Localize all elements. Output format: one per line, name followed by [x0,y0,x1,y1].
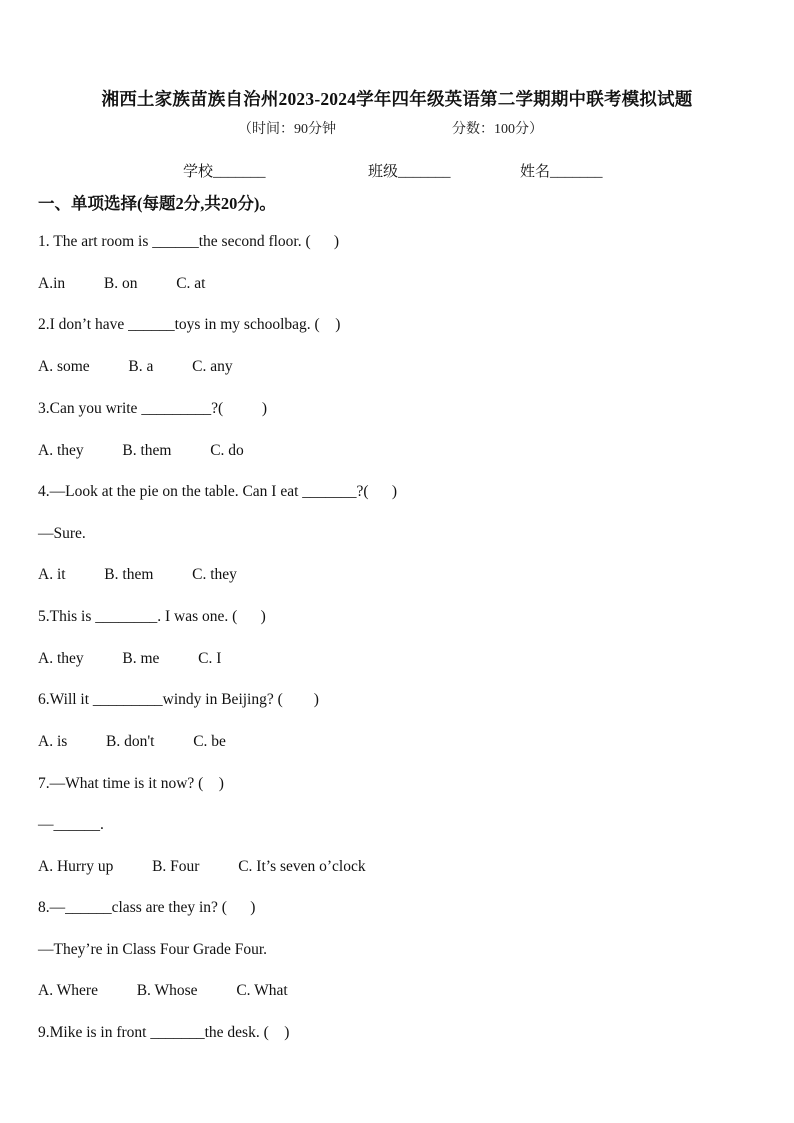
question-9: 9.Mike is in front _______the desk. ( ) [38,1024,290,1041]
answer-line-4: —Sure. [38,525,86,542]
options-3: A. they B. them C. do [38,442,244,459]
page-title: 湘西土家族苗族自治州2023-2024学年四年级英语第二学期期中联考模拟试题 [101,89,693,109]
school-field: 学校_______ [183,164,266,180]
question-7: 7.—What time is it now? ( ) [38,775,224,792]
exam-time: （时间：90分钟 [238,122,336,137]
question-5: 5.This is ________. I was one. ( ) [38,608,266,625]
options-6: A. is B. don't C. be [38,733,226,750]
question-6: 6.Will it _________windy in Beijing? ( ) [38,691,319,708]
exam-score: 分数：100分） [452,122,543,137]
options-7: A. Hurry up B. Four C. It’s seven o’clock [38,858,366,875]
question-4: 4.—Look at the pie on the table. Can I eat _______?( ) [38,483,397,500]
options-5: A. they B. me C. I [38,650,222,667]
class-field: 班级_______ [368,164,451,180]
section-heading: 一、单项选择(每题2分,共20分)。 [38,194,276,213]
name-field: 姓名_______ [520,164,603,180]
options-1: A.in B. on C. at [38,275,206,292]
question-2: 2.I don’t have ______toys in my schoolbag. ( ) [38,316,341,333]
options-2: A. some B. a C. any [38,358,233,375]
answer-line-7: —______. [38,816,104,833]
options-8: A. Where B. Whose C. What [38,982,288,999]
question-8: 8.—______class are they in? ( ) [38,899,256,916]
answer-line-8: —They’re in Class Four Grade Four. [38,941,268,958]
question-3: 3.Can you write _________?( ) [38,400,268,417]
options-4: A. it B. them C. they [38,566,237,583]
question-1: 1. The art room is ______the second floor. ( ) [38,233,340,250]
